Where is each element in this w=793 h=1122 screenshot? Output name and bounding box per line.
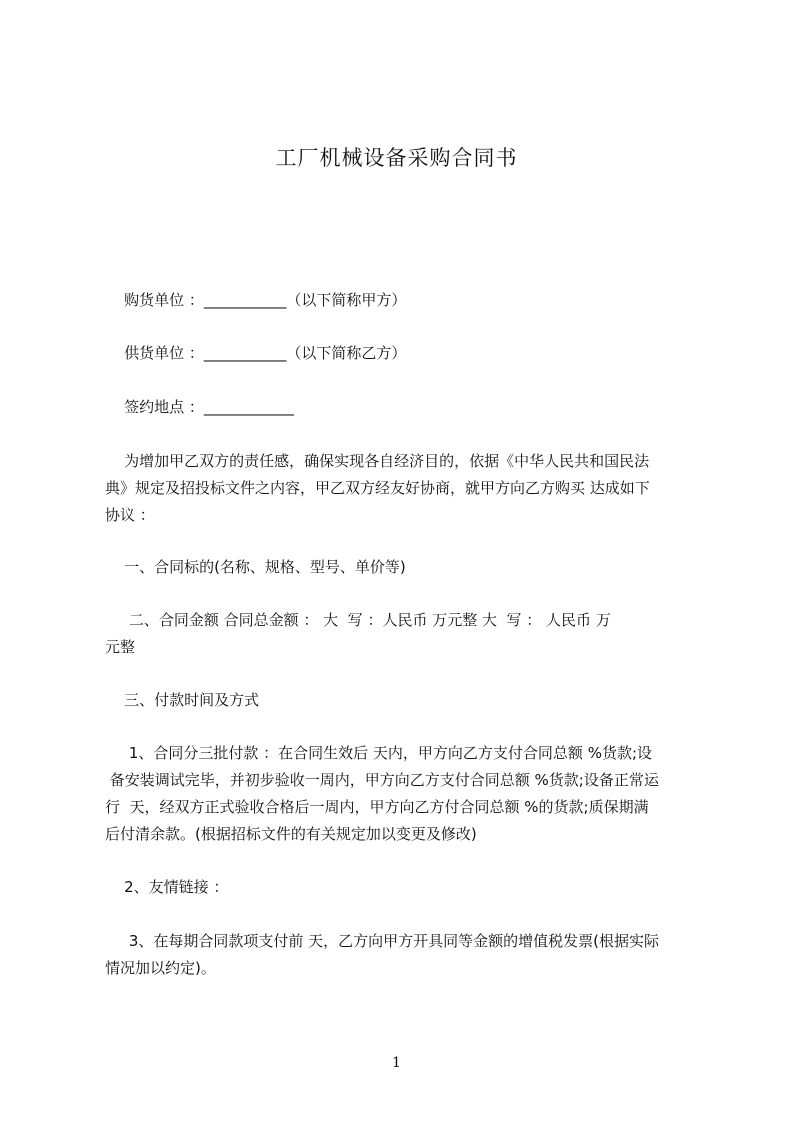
- clause-1-line: 1、合同分三批付款 ：在合同生效后 天内，甲方向乙方支付合同总额 %货款;设: [105, 744, 652, 762]
- intro-line: 为增加甲乙双方的责任感，确保实现各自经济目的，依据《中华人民共和国民法: [105, 452, 650, 470]
- section-3-heading: 三、付款时间及方式: [105, 691, 260, 709]
- supplier-line: 供货单位 ：___________（以下简称乙方）: [105, 344, 407, 362]
- section-2-line: 二、合同金额 合同总金额 ： 大 写 ：人民币 万元整 大 写 ： 人民币 万: [105, 611, 611, 629]
- intro-line: 协议 ：: [105, 506, 155, 524]
- section-2-paragraph: [105, 607, 705, 661]
- clause-1-line: 后付清余款。(根据招标文件的有关规定加以变更及修改): [105, 825, 477, 843]
- clause-2-line: 2、友情链接 ：: [105, 878, 229, 896]
- signing-place-line: 签约地点 ：____________: [105, 398, 294, 416]
- clause-3-paragraph: [105, 928, 705, 982]
- clause-1-line: 行 天，经双方正式验收合格后一周内，甲方向乙方付合同总额 %的货款;质保期满: [105, 798, 649, 816]
- clause-1-paragraph: [105, 740, 705, 848]
- intro-line: 典》规定及招投标文件之内容，甲乙双方经友好协商，就甲方向乙方购买 达成如下: [105, 479, 650, 497]
- clause-3-line: 情况加以约定)。: [105, 959, 216, 977]
- document-title: 工厂机械设备采购合同书: [275, 146, 518, 170]
- buyer-line: 购货单位 ：___________（以下简称甲方）: [105, 291, 407, 309]
- page-number: 1: [392, 1055, 401, 1071]
- clause-1-line: 备安装调试完毕，并初步验收一周内，甲方向乙方支付合同总额 %货款;设备正常运: [105, 771, 659, 789]
- intro-paragraph: [105, 448, 705, 529]
- clause-3-line: 3、在每期合同款项支付前 天，乙方向甲方开具同等金额的增值税发票(根据实际: [105, 932, 660, 950]
- section-2-line: 元整: [105, 638, 136, 656]
- section-1-heading: 一、合同标的(名称、规格、型号、单价等): [105, 558, 406, 576]
